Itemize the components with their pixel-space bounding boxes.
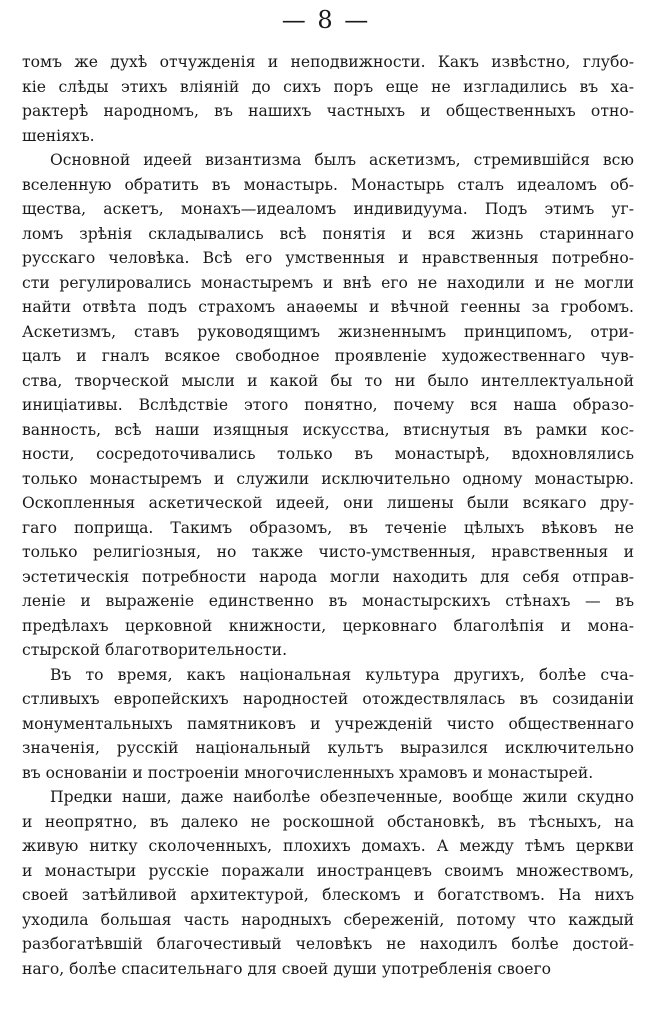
text-line: значенія, русскій національный культъ выразился исключительно	[22, 739, 634, 757]
text-line: эстетическія потребности народа могли находить для себя отправ-	[22, 567, 634, 586]
page-number-header: — 8 —	[281, 6, 371, 34]
text-line: своей затѣйливой архитектурой, блескомъ и богатствомъ. На нихъ	[22, 886, 634, 904]
text-line: Основной идеей византизма былъ аскетизмъ, стремившійся всю	[50, 151, 634, 169]
paragraph	[22, 148, 634, 663]
text-line: цалъ и гналъ всякое свободное проявленіе художественнаго чув-	[22, 347, 634, 365]
text-line: вселенную обратить въ монастырь. Монастырь сталъ идеаломъ об-	[22, 175, 634, 194]
text-line: Аскетизмъ, ставъ руководящимъ жизненнымъ принципомъ, отри-	[22, 322, 634, 341]
text-line: и монастыри русскіе поражали иностранцевъ своимъ множествомъ,	[22, 861, 634, 880]
body-text	[22, 50, 634, 981]
text-line: ломъ зрѣнія складывались всѣ понятія и вся жизнь стариннаго	[22, 224, 634, 243]
paragraph	[22, 50, 634, 148]
text-line: гаго поприща. Такимъ образомъ, въ теченіе цѣлыхъ вѣковъ не	[22, 518, 634, 537]
text-line: наго, болѣе спасительнаго для своей души употребленія своего	[22, 959, 552, 978]
paragraph	[22, 785, 634, 981]
text-line: иниціативы. Вслѣдствіе этого понятно, почему вся наша образо-	[22, 396, 634, 414]
text-line: ванность, всѣ наши изящныя искусства, втиснутыя въ рамки кос-	[22, 420, 634, 439]
text-line: Въ то время, какъ національная культура другихъ, болѣе сча-	[50, 665, 634, 684]
text-line: разбогатѣвшій благочестивый человѣкъ не находилъ болѣе достой-	[22, 935, 634, 953]
text-line: томъ же духѣ отчужденія и неподвижности. Какъ извѣстно, глубо-	[22, 53, 634, 71]
text-line: Предки наши, даже наиболѣе обезпеченные, вообще жили скудно	[50, 788, 634, 806]
text-line: русскаго человѣка. Всѣ его умственныя и нравственныя потребно-	[22, 249, 634, 267]
text-line: сти регулировались монастыремъ и внѣ его не находили и не могли	[22, 273, 634, 292]
text-line: рактерѣ народномъ, въ нашихъ частныхъ и общественныхъ отно-	[22, 102, 634, 120]
text-line: леніе и выраженіе единственно въ монастырскихъ стѣнахъ — въ	[22, 592, 634, 610]
text-line: кіе слѣды этихъ вліяній до сихъ поръ еще не изгладились въ ха-	[22, 77, 634, 96]
text-line: ности, сосредоточивались только въ монастырѣ, вдохновлялись	[22, 445, 634, 463]
text-line: стливыхъ европейскихъ народностей отождествлялась въ созиданіи	[22, 690, 634, 708]
text-line: только религіозныя, но также чисто-умственныя, нравственныя и	[22, 543, 634, 561]
text-line: въ основаніи и построеніи многочисленныхъ храмовъ и монастырей.	[22, 763, 594, 782]
text-line: щества, аскетъ, монахъ—идеаломъ индивидуума. Подъ этимъ уг-	[22, 200, 634, 218]
text-line: найти отвѣта подъ страхомъ анаѳемы и вѣчной геенны за гробомъ.	[22, 298, 634, 316]
text-line: только монастыремъ и служили исключительно одному монастырю.	[22, 469, 634, 488]
text-line: шеніяхъ.	[22, 126, 95, 145]
text-line: ства, творческой мысли и какой бы то ни было интеллектуальной	[22, 371, 634, 390]
paragraph	[22, 663, 634, 786]
text-line: Оскопленныя аскетической идеей, они лишены были всякаго дру-	[22, 494, 634, 512]
text-line: предѣлахъ церковной книжности, церковнаго благолѣпія и мона-	[22, 616, 634, 635]
text-line: уходила большая часть народныхъ сбереженій, потому что каждый	[22, 910, 634, 929]
text-line: стырской благотворительности.	[22, 641, 288, 659]
text-line: живую нитку сколоченныхъ, плохихъ домахъ. А между тѣмъ церкви	[22, 837, 634, 855]
text-line: и неопрятно, въ далеко не роскошной обстановкѣ, въ тѣсныхъ, на	[22, 812, 634, 831]
text-line: монументальныхъ памятниковъ и учрежденій чисто общественнаго	[22, 714, 634, 733]
